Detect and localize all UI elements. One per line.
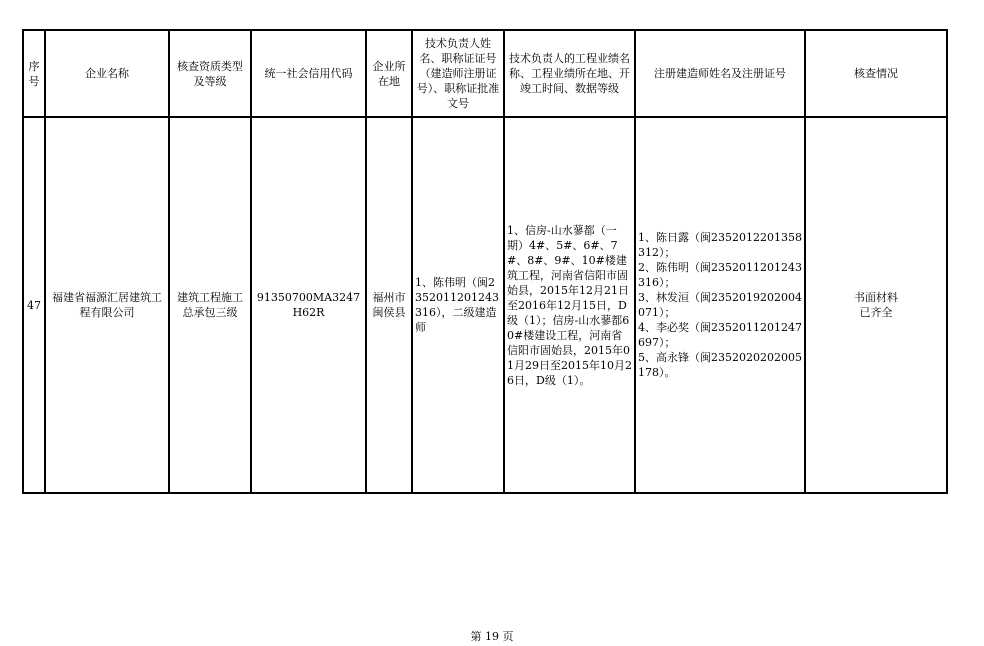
cell-qualification: 建筑工程施工总承包三级 bbox=[169, 117, 251, 493]
engineer-entry: 1、陈日露（闽2352012201358312）； bbox=[638, 231, 802, 259]
header-index: 序号 bbox=[23, 30, 45, 117]
header-qualification: 核查资质类型及等级 bbox=[169, 30, 251, 117]
header-company: 企业名称 bbox=[45, 30, 169, 117]
header-location: 企业所在地 bbox=[366, 30, 412, 117]
header-performance: 技术负责人的工程业绩名称、工程业绩所在地、开竣工时间、数据等级 bbox=[504, 30, 635, 117]
header-credit-code: 统一社会信用代码 bbox=[251, 30, 366, 117]
page-number: 第 19 页 bbox=[470, 630, 514, 643]
engineer-entry: 3、林发洹（闽2352019202004071）； bbox=[638, 291, 802, 319]
table-header-row bbox=[23, 30, 947, 117]
cell-engineers bbox=[635, 117, 805, 493]
engineer-entry: 4、李必奖（闽2352011201247697）； bbox=[638, 321, 802, 349]
table-row bbox=[23, 117, 947, 493]
cell-credit-code: 91350700MA3247H62R bbox=[251, 117, 366, 493]
cell-company: 福建省福源汇居建筑工程有限公司 bbox=[45, 117, 169, 493]
cell-check-result bbox=[805, 117, 947, 493]
engineer-entry: 2、陈伟明（闽2352011201243316）； bbox=[638, 261, 802, 289]
header-engineers: 注册建造师姓名及注册证号 bbox=[635, 30, 805, 117]
cell-index: 47 bbox=[23, 117, 45, 493]
header-check-result: 核查情况 bbox=[805, 30, 947, 117]
check-result-text: 书面材料已齐全 bbox=[854, 291, 898, 319]
header-tech-lead: 技术负责人姓名、职称证证号（建造师注册证号）、职称证批准文号 bbox=[412, 30, 504, 117]
cell-tech-lead: 1、陈伟明（闽2352011201243316），二级建造师 bbox=[412, 117, 504, 493]
engineer-entry: 5、高永锋（闽2352020202005178）。 bbox=[638, 351, 802, 379]
cell-performance: 1、信房-山水蓼都（一期）4#、5#、6#、7#、8#、9#、10#楼建筑工程，河南省信阳市固始县，2015年12月21日至2016年12月15日，D级（1）；信房-山水蓼都60#楼建设工程，河南省信阳市固始县，2015年01月29日至2015年10月26日，D级（1）。 bbox=[504, 117, 635, 493]
cell-location: 福州市闽侯县 bbox=[366, 117, 412, 493]
verification-table bbox=[22, 29, 948, 494]
